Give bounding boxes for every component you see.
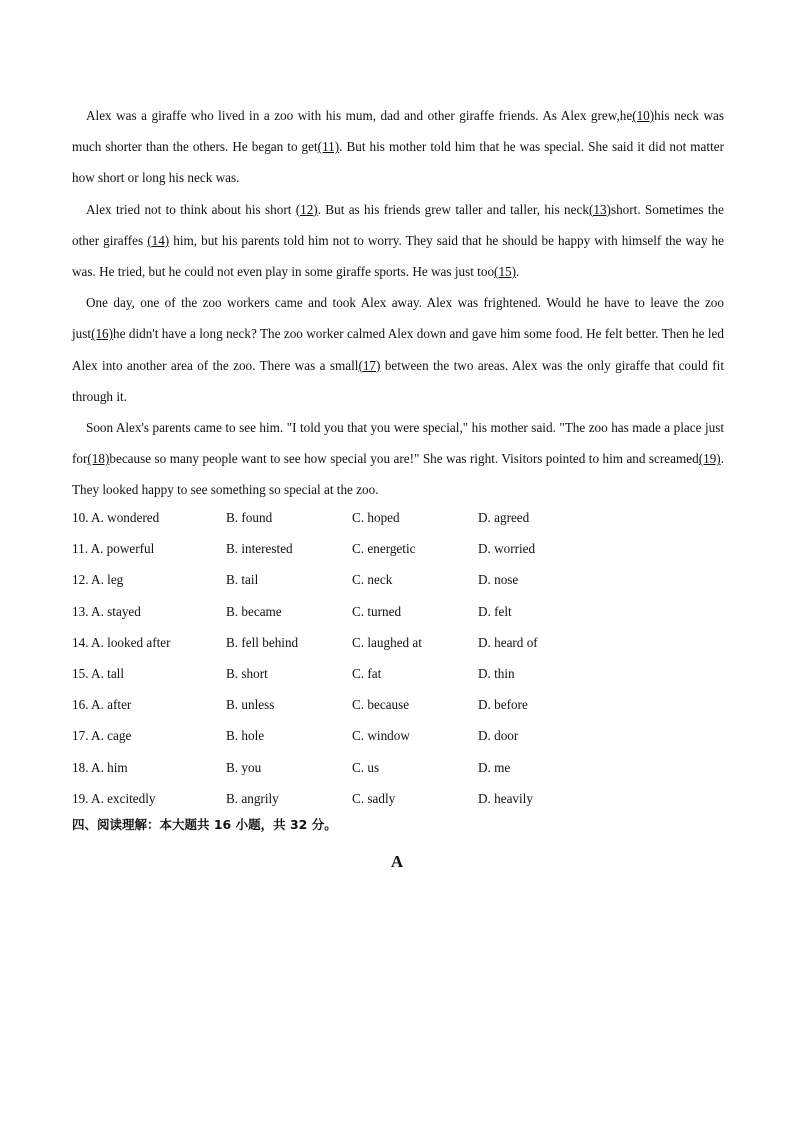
passage-paragraph-2: Alex tried not to think about his short (12). But as his friends grew taller and taller, his neck(13)short. Sometimes the other giraffes (14) him, but his parents told him not to worry. They said that he should be happy with himself the way he was. He tried, but he could not even play in some giraffe sports. He was just too(15). — [72, 201, 724, 280]
option-d: D. heavily — [478, 790, 533, 806]
question-11-options — [72, 533, 724, 564]
blank-12: (12) — [295, 201, 318, 217]
option-b: B. you — [226, 759, 262, 775]
option-c: C. energetic — [352, 541, 416, 557]
option-a: 12. A. leg — [72, 572, 124, 588]
question-12-options — [72, 564, 724, 595]
passage-paragraph-4: Soon Alex's parents came to see him. "I told you that you were special," his mother said. "The zoo has made a place just for(18)because so many people want to see how special you are!" She was right. Visitors pointed to him and screamed(19). They looked happy to see something so special at the zoo. — [72, 420, 724, 498]
option-c: C. sadly — [352, 790, 396, 806]
blank-10: (10) — [632, 108, 655, 123]
option-d: D. nose — [478, 572, 519, 588]
option-a: 15. A. tall — [72, 665, 125, 681]
option-b: B. short — [226, 665, 268, 681]
option-d: D. door — [478, 728, 519, 744]
option-c: C. because — [352, 697, 410, 713]
option-a: 18. A. him — [72, 759, 128, 775]
blank-15: (15) — [494, 264, 517, 280]
option-c: C. turned — [352, 603, 402, 619]
option-b: B. unless — [226, 697, 275, 713]
option-b: B. tail — [226, 572, 259, 588]
blank-16: (16) — [91, 326, 114, 342]
option-d: D. before — [478, 697, 528, 713]
option-a: 16. A. after — [72, 697, 132, 713]
question-10-options — [72, 502, 724, 533]
option-a: 14. A. looked after — [72, 634, 171, 650]
option-c: C. window — [352, 728, 410, 744]
option-d: D. worried — [478, 541, 536, 557]
blank-13: (13) — [588, 201, 611, 217]
option-b: B. interested — [226, 541, 293, 557]
option-c: C. hoped — [352, 510, 400, 525]
passage-paragraph-1: Alex was a giraffe who lived in a zoo with his mum, dad and other giraffe friends. As Alex grew,he(10)his neck was much shorter than the others. He began to get(11). But his mother told him that he was special. She said it did not matter how short or long his neck was. — [72, 108, 724, 186]
option-b: B. found — [226, 510, 273, 525]
option-d: D. thin — [478, 665, 515, 681]
question-13-options — [72, 596, 724, 627]
option-d: D. felt — [478, 603, 512, 619]
question-18-options — [72, 752, 724, 783]
option-a: 19. A. excitedly — [72, 790, 156, 806]
option-c: C. us — [352, 759, 380, 775]
blank-11: (11) — [317, 139, 340, 155]
option-a: 10. A. wondered — [72, 510, 160, 525]
question-16-options — [72, 689, 724, 720]
question-14-options — [72, 627, 724, 658]
option-c: C. fat — [352, 665, 382, 681]
question-17-options — [72, 720, 724, 751]
blank-14: (14) — [147, 232, 170, 248]
cloze-passage — [72, 100, 724, 506]
question-15-options — [72, 658, 724, 689]
passage-paragraph-3: One day, one of the zoo workers came and took Alex away. Alex was frightened. Would he have to leave the zoo just(16)he didn't have a long neck? The zoo worker calmed Alex down and gave him some food. He felt better. Then he led Alex into another area of the zoo. There was a small(17) between the two areas. Alex was the only giraffe that could fit through it. — [72, 295, 724, 404]
blank-19: (19) — [698, 451, 721, 467]
option-b: B. hole — [226, 728, 265, 744]
option-d: D. me — [478, 759, 511, 775]
question-19-options — [72, 783, 724, 814]
answer-options — [72, 502, 724, 814]
option-d: D. agreed — [478, 510, 530, 525]
option-a: 11. A. powerful — [72, 541, 155, 557]
option-c: C. neck — [352, 572, 393, 588]
blank-18: (18) — [87, 451, 110, 467]
section-heading: 四、阅读理解：本大题共 16 小题，共 32 分。 — [72, 817, 337, 832]
option-b: B. fell behind — [226, 634, 299, 650]
option-c: C. laughed at — [352, 634, 422, 650]
blank-17: (17) — [358, 357, 381, 373]
option-d: D. heard of — [478, 634, 538, 650]
option-a: 17. A. cage — [72, 728, 132, 744]
option-b: B. became — [226, 603, 282, 619]
part-title: A — [390, 852, 404, 871]
option-b: B. angrily — [226, 790, 279, 806]
option-a: 13. A. stayed — [72, 603, 141, 619]
